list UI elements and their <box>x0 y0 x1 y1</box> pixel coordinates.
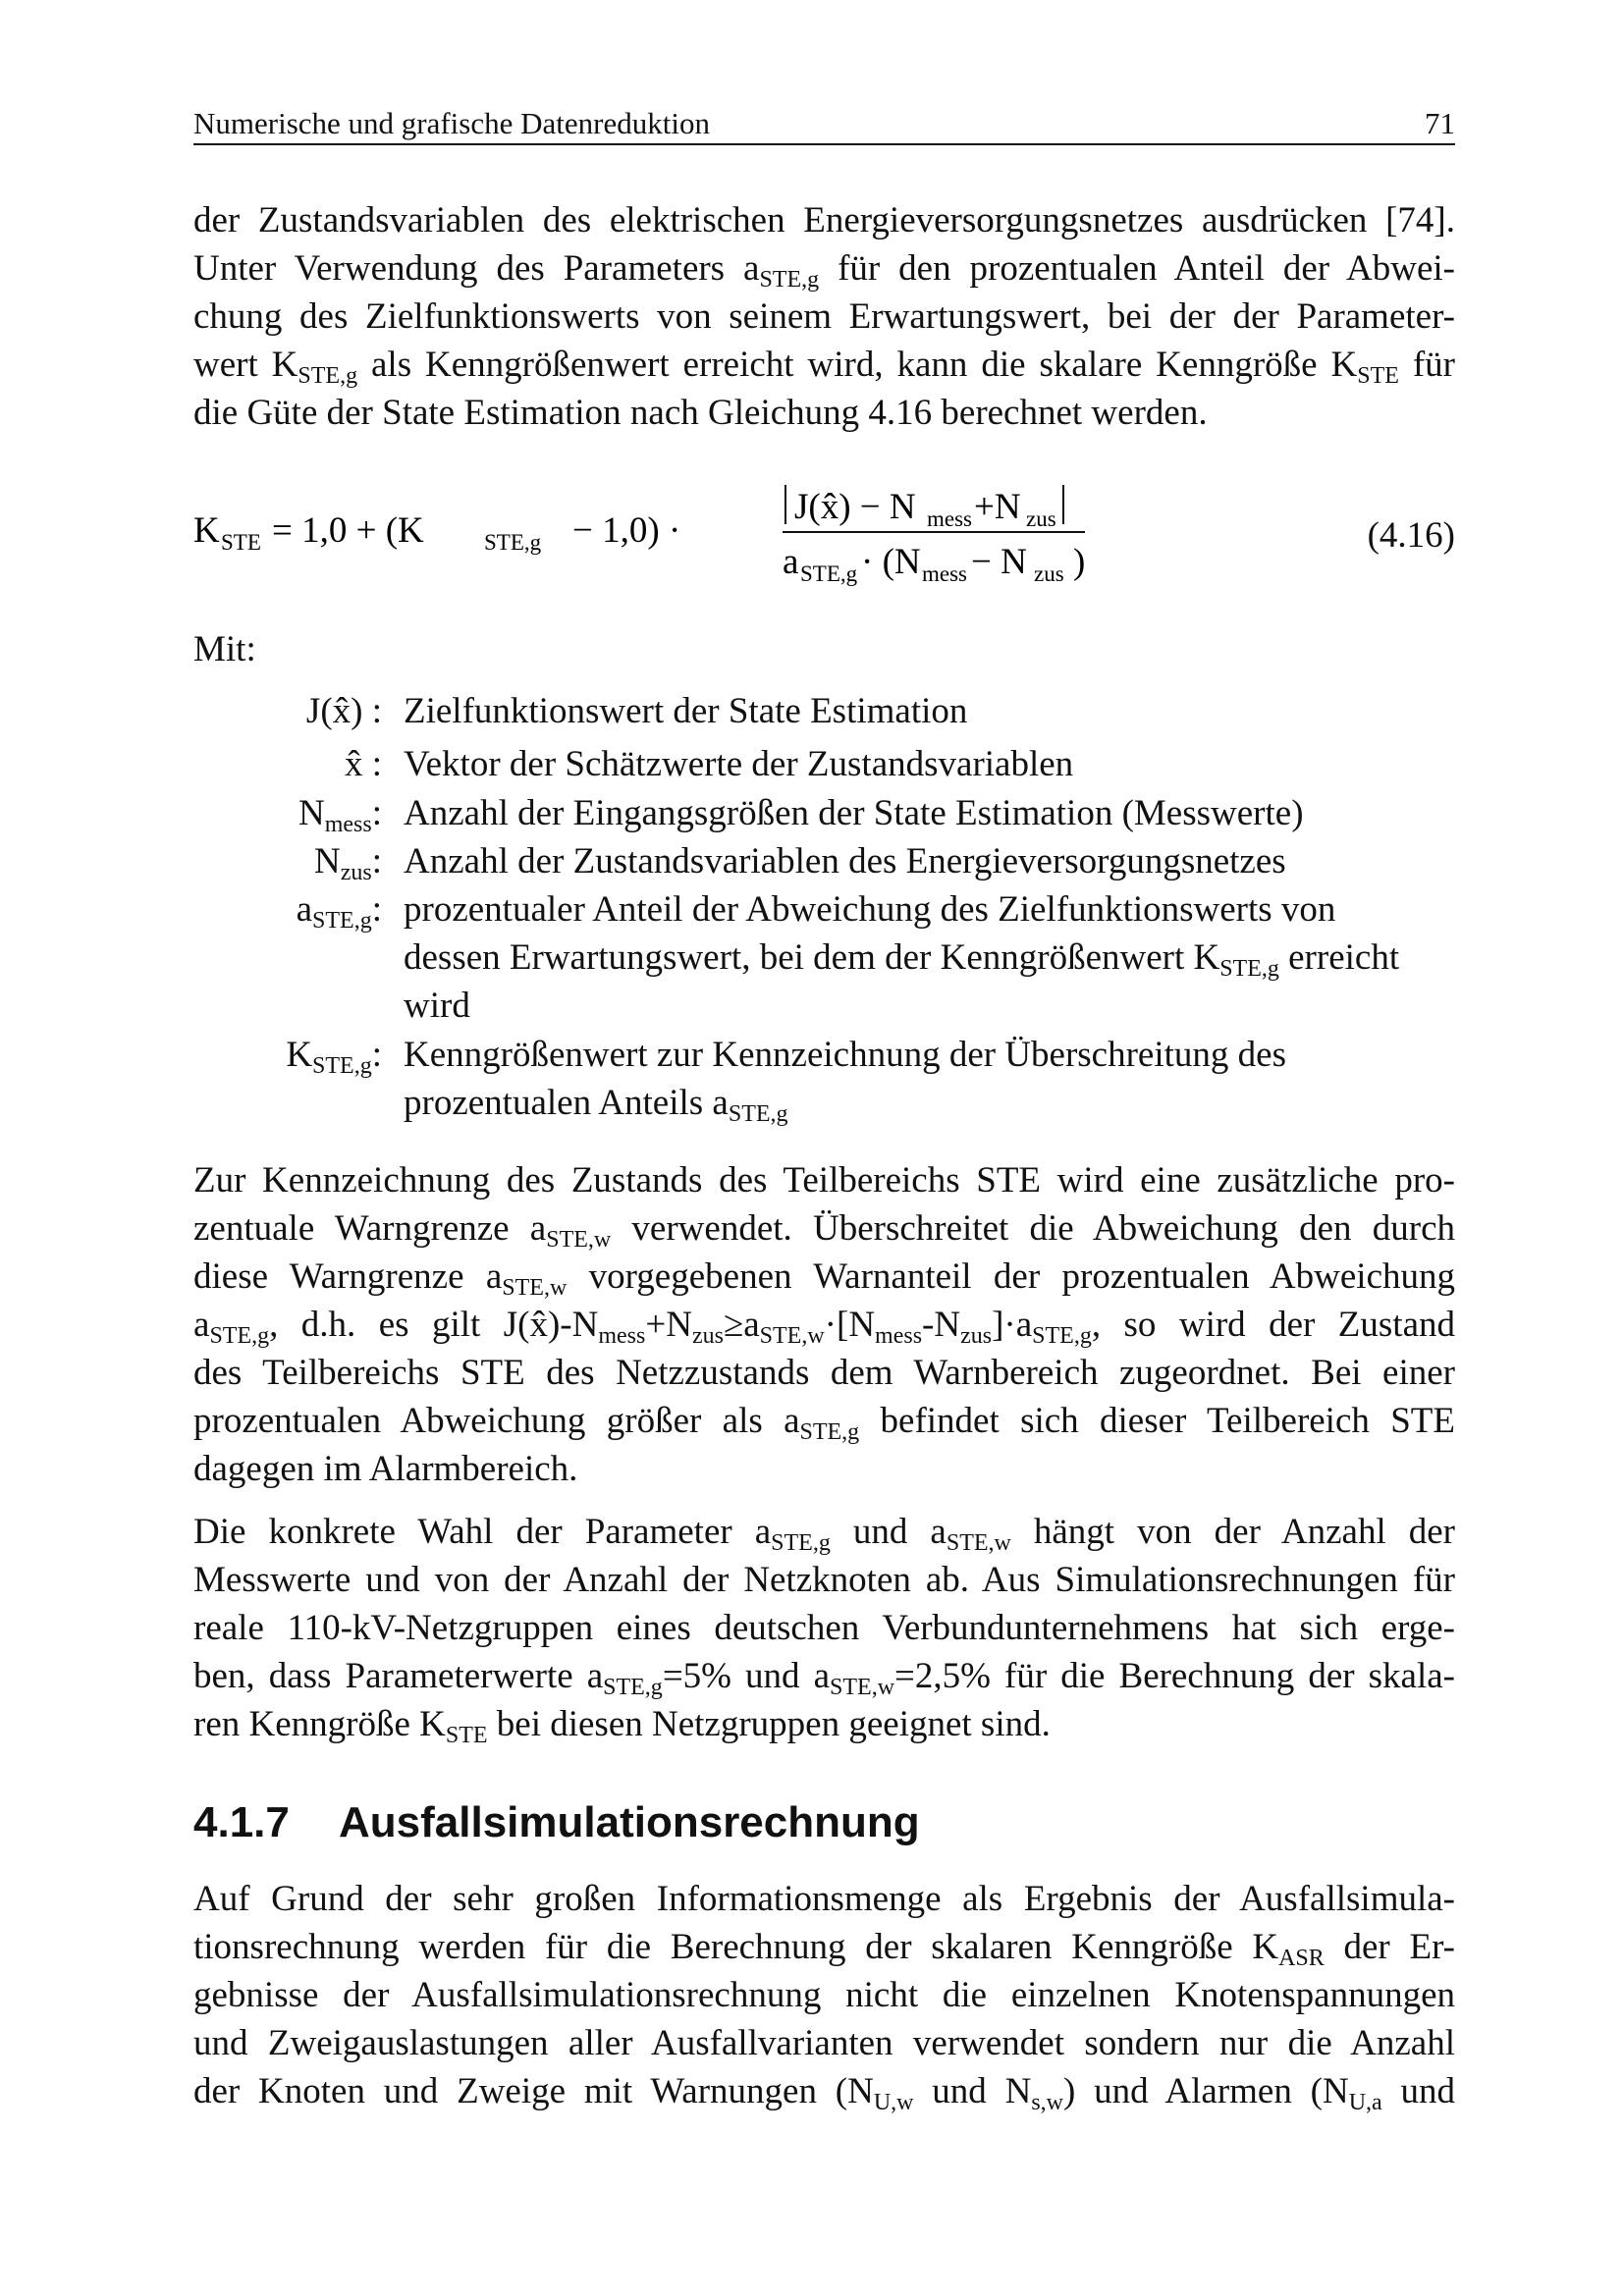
def-symbol: J(x̂) : <box>305 691 382 731</box>
def-symbol: $N_{mess}$: <box>298 793 382 837</box>
header-title: Numerische und grafische Datenreduktion <box>193 106 710 140</box>
eq-den-d: ) <box>1073 542 1086 582</box>
text-line: tionsrechnung werden für die Berechnung der skalaren Kenngröße $K_{ASR}$ der Er- <box>193 1927 1455 1971</box>
eq-den-b: · (N <box>861 542 921 582</box>
def-text: Vektor der Schätzwerte der Zustandsvariablen <box>404 744 1074 784</box>
eq-den-sub2: zus <box>1034 561 1064 586</box>
def-text: Zielfunktionswert der State Estimation <box>404 691 968 731</box>
eq-den-a: a <box>783 542 799 582</box>
text-line: Unter Verwendung des Parameters $a_{STE,g}$ für den prozentualen Anteil der Abwei- <box>193 248 1455 293</box>
mit-label: Mit: <box>193 629 256 669</box>
text-line: Messwerte und von der Anzahl der Netzknoten ab. Aus Simulationsrechnungen für <box>193 1560 1455 1600</box>
equation-4-16 <box>193 475 1455 593</box>
text-line: Zur Kennzeichnung des Zustands des Teilbereichs STE wird eine zusätzliche pro- <box>193 1160 1455 1201</box>
eq-minus: − 1,0) · <box>572 510 681 551</box>
text-line: ren Kenngröße $K_{STE}$ bei diesen Netzgruppen geeignet sind. <box>193 1704 1051 1748</box>
text-line: wert $K_{STE,g}$ als Kenngrößenwert erreicht wird, kann die skalare Kenngröße $K_{STE}$ für <box>193 345 1455 389</box>
def-text: Kenngrößenwert zur Kennzeichnung der Überschreitung des prozentualen Anteils $a_{STE,g}$ <box>404 1035 1286 1127</box>
eq-den-sub0: STE,g <box>800 561 858 586</box>
text-line: des Teilbereichs STE des Netzzustands dem Warnbereich zugeordnet. Bei einer <box>193 1353 1455 1393</box>
eq-den-c: − N <box>971 542 1027 582</box>
text-line: der Knoten und Zweige mit Warnungen ($N_{U,w}$ und $N_{s,w}$) und Alarmen ($N_{U,a}$ und <box>193 2071 1455 2115</box>
page-number: 71 <box>1425 106 1455 140</box>
def-text: Anzahl der Zustandsvariablen des Energieversorgungsnetzes <box>404 841 1286 881</box>
eq-lhs-sub: STE <box>221 530 261 555</box>
text-line: Die konkrete Wahl der Parameter $a_{STE,g}$ und $a_{STE,w}$ hängt von der Anzahl der <box>193 1512 1455 1556</box>
equation-graphic <box>193 475 1175 593</box>
paragraph-2 <box>193 1156 1455 1493</box>
eq-k-sub: STE,g <box>484 530 542 555</box>
section-number: 4.1.7 <box>193 1798 290 1846</box>
text-line: und Zweigauslastungen aller Ausfallvarianten verwendet sondern nur die Anzahl <box>193 2023 1455 2063</box>
eq-equals: = 1,0 + (K <box>272 510 424 551</box>
text-line: chung des Zielfunktionswerts von seinem Erwartungswert, bei der der Parameter- <box>193 296 1455 337</box>
text-line: diese Warngrenze $a_{STE,w}$ vorgegebenen Warnanteil der prozentualen Abweichung <box>193 1256 1455 1301</box>
text-line: reale 110-kV-Netzgruppen eines deutschen Verbundunternehmens hat sich erge- <box>193 1608 1455 1648</box>
definition-list <box>193 687 1470 1139</box>
text-line: ben, dass Parameterwerte $a_{STE,g}=5\%$ und $a_{STE,w}=2,5\%$ für die Berechnung der skala- <box>193 1656 1455 1700</box>
paragraph-1 <box>193 196 1455 437</box>
running-header <box>193 106 1455 145</box>
text-line: $a_{STE,g}$, d.h. es gilt $J(x̂)-N_{mess}+N_{zus}\ge a_{STE,w}\cdot[N_{mess}-N_{zus}]\cdot a_{STE,g}$, so wird der Zustand <box>193 1305 1455 1349</box>
def-symbol: $N_{zus}$: <box>313 841 382 885</box>
text-line: gebnisse der Ausfallsimulationsrechnung nicht die einzelnen Knotenspannungen <box>193 1975 1455 2015</box>
eq-lhs: K <box>193 510 220 551</box>
text-line: der Zustandsvariablen des elektrischen Energieversorgungsnetzes ausdrücken [74]. <box>193 200 1455 240</box>
eq-num-a: J(x̂) − N <box>794 487 916 527</box>
section-title: Ausfallsimulationsrechnung <box>339 1798 920 1846</box>
def-text: prozentualer Anteil der Abweichung des Zielfunktionswerts von dessen Erwartungswert, bei dem der Kenngrößenwert $K_{STE,g}$ erreicht wird <box>404 889 1400 1026</box>
eq-den-sub1: mess <box>922 561 967 586</box>
section-heading <box>193 1798 920 1847</box>
eq-num-sub1: mess <box>927 507 972 531</box>
def-symbol: $a_{STE,g}$: <box>296 889 382 934</box>
paragraph-4 <box>193 1875 1455 2115</box>
def-text: Anzahl der Eingangsgrößen der State Estimation (Messwerte) <box>404 793 1304 833</box>
text-line: Auf Grund der sehr großen Informationsmenge als Ergebnis der Ausfallsimula- <box>193 1879 1455 1919</box>
eq-num-b: +N <box>974 487 1021 527</box>
text-line: dagegen im Alarmbereich. <box>193 1449 578 1489</box>
def-symbol: $K_{STE,g}$: <box>286 1035 382 1079</box>
def-symbol: x̂ : <box>344 744 382 784</box>
text-line: prozentualen Abweichung größer als $a_{STE,g}$ befindet sich dieser Teilbereich STE <box>193 1401 1455 1445</box>
eq-num-sub2: zus <box>1026 507 1056 531</box>
equation-number: (4.16) <box>1367 515 1455 556</box>
text-line: die Güte der State Estimation nach Gleichung 4.16 berechnet werden. <box>193 393 1208 433</box>
paragraph-3 <box>193 1508 1455 1748</box>
text-line: zentuale Warngrenze $a_{STE,w}$ verwendet. Überschreitet die Abweichung den durch <box>193 1208 1455 1253</box>
